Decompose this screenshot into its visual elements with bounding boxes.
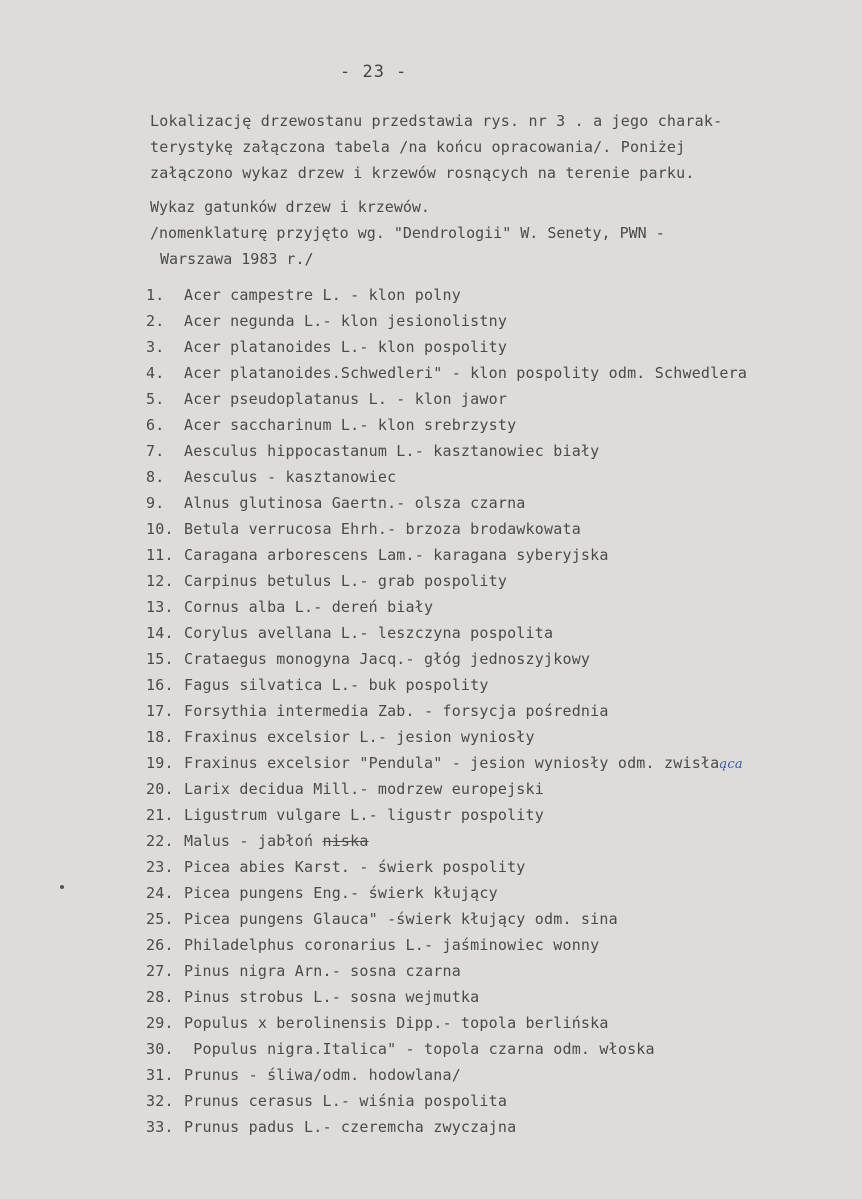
species-text: Prunus - śliwa/odm. hodowlana/ (184, 1066, 461, 1084)
species-number: 6. (146, 416, 165, 434)
intro-line: terystykę załączona tabela /na końcu opracowania/. Poniżej (150, 138, 686, 156)
intro-paragraph (150, 108, 840, 186)
species-number: 17. (146, 702, 174, 720)
species-item (146, 958, 846, 984)
species-item (146, 724, 846, 750)
list-heading-title: Wykaz gatunków drzew i krzewów. (150, 198, 430, 216)
struck-word: niska (322, 832, 369, 850)
species-text: Aesculus hippocastanum L.- kasztanowiec biały (184, 442, 600, 460)
species-item (146, 828, 846, 854)
species-number: 33. (146, 1118, 174, 1136)
species-item (146, 308, 846, 334)
species-item (146, 1088, 846, 1114)
species-number: 23. (146, 858, 174, 876)
species-item (146, 932, 846, 958)
list-heading (150, 194, 665, 272)
species-text: Corylus avellana L.- leszczyna pospolita (184, 624, 554, 642)
species-text: Alnus glutinosa Gaertn.- olsza czarna (184, 494, 526, 512)
species-number: 21. (146, 806, 174, 824)
species-list (146, 282, 846, 1140)
species-item (146, 880, 846, 906)
species-number: 4. (146, 364, 165, 382)
handwritten-correction: ąca (719, 757, 743, 772)
species-number: 1. (146, 286, 165, 304)
species-number: 14. (146, 624, 174, 642)
species-number: 31. (146, 1066, 174, 1084)
species-text: Populus nigra.Italica" - topola czarna odm. włoska (184, 1040, 655, 1058)
species-item (146, 386, 846, 412)
species-item (146, 542, 846, 568)
species-text: Carpinus betulus L.- grab pospolity (184, 572, 508, 590)
species-text: Populus x berolinensis Dipp.- topola berlińska (184, 1014, 609, 1032)
species-text: Acer platanoides.Schwedleri" - klon pospolity odm. Schwedlera (184, 364, 748, 382)
species-item (146, 906, 846, 932)
species-item (146, 594, 846, 620)
species-text: Acer campestre L. - klon polny (184, 286, 461, 304)
species-item (146, 1114, 846, 1140)
species-text: Pinus strobus L.- sosna wejmutka (184, 988, 480, 1006)
species-text: Malus - jabłoń (184, 832, 314, 850)
page-speck (60, 885, 64, 889)
species-text: Fraxinus excelsior L.- jesion wyniosły (184, 728, 535, 746)
species-number: 26. (146, 936, 174, 954)
species-text: Cornus alba L.- dereń biały (184, 598, 434, 616)
species-item (146, 750, 846, 776)
species-item (146, 802, 846, 828)
intro-line: Lokalizację drzewostanu przedstawia rys. nr 3 . a jego charak- (150, 112, 723, 130)
species-number: 28. (146, 988, 174, 1006)
species-text: Ligustrum vulgare L.- ligustr pospolity (184, 806, 544, 824)
species-text: Prunus padus L.- czeremcha zwyczajna (184, 1118, 517, 1136)
species-text: Fagus silvatica L.- buk pospolity (184, 676, 489, 694)
species-item (146, 360, 846, 386)
species-item (146, 1036, 846, 1062)
species-item (146, 646, 846, 672)
species-number: 18. (146, 728, 174, 746)
species-item (146, 776, 846, 802)
species-item (146, 984, 846, 1010)
list-heading-source: /nomenklaturę przyjęto wg. "Dendrologii" W. Senety, PWN - (150, 224, 665, 242)
species-item (146, 516, 846, 542)
species-item (146, 282, 846, 308)
species-number: 27. (146, 962, 174, 980)
species-text: Aesculus - kasztanowiec (184, 468, 397, 486)
species-number: 7. (146, 442, 165, 460)
species-number: 30. (146, 1040, 174, 1058)
species-number: 15. (146, 650, 174, 668)
species-number: 19. (146, 754, 174, 772)
species-item (146, 620, 846, 646)
species-number: 13. (146, 598, 174, 616)
page-number: - 23 - (340, 62, 408, 82)
species-number: 16. (146, 676, 174, 694)
species-number: 20. (146, 780, 174, 798)
intro-line: załączono wykaz drzew i krzewów rosnących na terenie parku. (150, 164, 695, 182)
species-number: 3. (146, 338, 165, 356)
species-item (146, 1010, 846, 1036)
species-text: Picea abies Karst. - świerk pospolity (184, 858, 526, 876)
species-text: Forsythia intermedia Zab. - forsycja pośrednia (184, 702, 609, 720)
species-item (146, 698, 846, 724)
species-item (146, 1062, 846, 1088)
species-text: Fraxinus excelsior "Pendula" - jesion wyniosły odm. zwisła (184, 754, 720, 772)
species-item (146, 854, 846, 880)
species-item (146, 438, 846, 464)
list-heading-source-cont: Warszawa 1983 r./ (160, 250, 314, 268)
species-text: Picea pungens Eng.- świerk kłujący (184, 884, 498, 902)
species-text: Crataegus monogyna Jacq.- głóg jednoszyjkowy (184, 650, 591, 668)
species-item (146, 412, 846, 438)
species-item (146, 568, 846, 594)
species-item (146, 334, 846, 360)
species-number: 32. (146, 1092, 174, 1110)
species-number: 24. (146, 884, 174, 902)
species-number: 11. (146, 546, 174, 564)
species-number: 2. (146, 312, 165, 330)
species-number: 29. (146, 1014, 174, 1032)
species-number: 25. (146, 910, 174, 928)
species-number: 5. (146, 390, 165, 408)
species-number: 22. (146, 832, 174, 850)
species-text: Acer negunda L.- klon jesionolistny (184, 312, 508, 330)
species-text: Acer pseudoplatanus L. - klon jawor (184, 390, 508, 408)
species-number: 9. (146, 494, 165, 512)
species-number: 12. (146, 572, 174, 590)
species-number: 8. (146, 468, 165, 486)
species-text: Picea pungens Glauca" -świerk kłujący odm. sina (184, 910, 618, 928)
species-text: Prunus cerasus L.- wiśnia pospolita (184, 1092, 508, 1110)
species-item (146, 490, 846, 516)
species-text: Acer saccharinum L.- klon srebrzysty (184, 416, 517, 434)
species-text: Acer platanoides L.- klon pospolity (184, 338, 508, 356)
species-text: Pinus nigra Arn.- sosna czarna (184, 962, 461, 980)
species-text: Larix decidua Mill.- modrzew europejski (184, 780, 544, 798)
species-item (146, 672, 846, 698)
species-text: Philadelphus coronarius L.- jaśminowiec wonny (184, 936, 600, 954)
species-item (146, 464, 846, 490)
species-number: 10. (146, 520, 174, 538)
species-text: Betula verrucosa Ehrh.- brzoza brodawkowata (184, 520, 581, 538)
species-text: Caragana arborescens Lam.- karagana syberyjska (184, 546, 609, 564)
